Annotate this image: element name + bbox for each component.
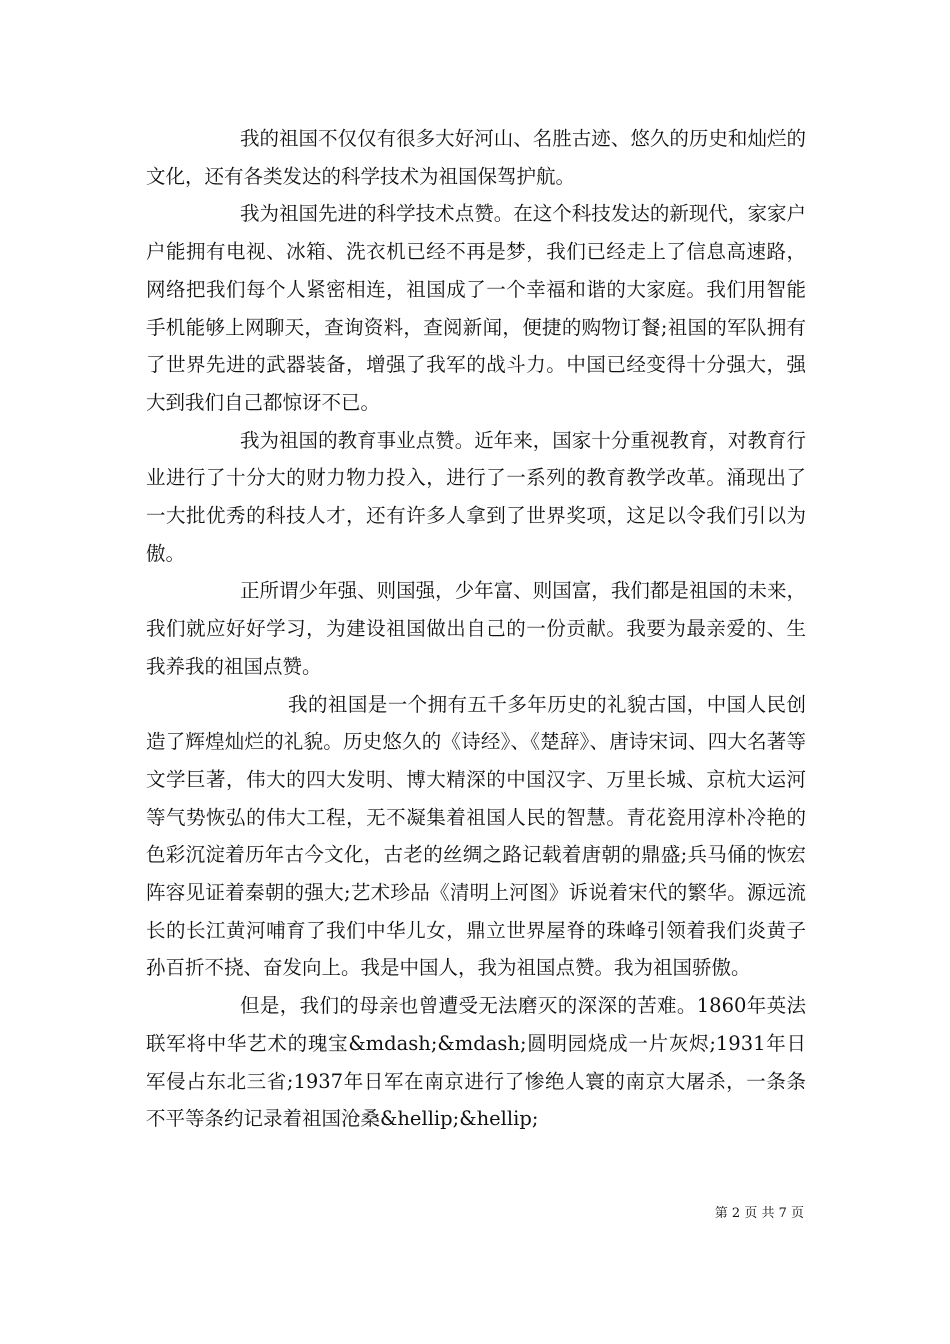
paragraph-4: 正所谓少年强、则国强，少年富、则国富，我们都是祖国的未来，我们就应好好学习，为建设祖国做出自己的一份贡献。我要为最亲爱的、生我养我的祖国点赞。 — [146, 579, 806, 678]
paragraph-3: 我为祖国的教育事业点赞。近年来，国家十分重视教育，对教育行业进行了十分大的财力物力投入，进行了一系列的教育教学改革。涌现出了一大批优秀的科技人才，还有许多人拿到了世界奖项，这足以令我们引以为傲。 — [146, 428, 806, 565]
page-footer: 第 2 页 共 7 页 — [714, 1206, 804, 1221]
paragraph-6: 但是，我们的母亲也曾遭受无法磨灭的深深的苦难。1860年英法联军将中华艺术的瑰宝&mdash;&mdash;圆明园烧成一片灰烬;1931年日军侵占东北三省;1937年日军在南京进行了惨绝人寰的南京大屠杀，一条条不平等条约记录着祖国沧桑&hellip;&hellip; — [146, 994, 806, 1131]
paragraph-1: 我的祖国不仅仅有很多大好河山、名胜古迹、悠久的历史和灿烂的文化，还有各类发达的科学技术为祖国保驾护航。 — [146, 127, 806, 188]
paragraph-2: 我为祖国先进的科学技术点赞。在这个科技发达的新现代，家家户户能拥有电视、冰箱、洗衣机已经不再是梦，我们已经走上了信息高速路，网络把我们每个人紧密相连，祖国成了一个幸福和谐的大家庭。我们用智能手机能够上网聊天，查询资料，查阅新闻，便捷的购物订餐;祖国的军队拥有了世界先进的武器装备，增强了我军的战斗力。中国已经变得十分强大，强大到我们自己都惊讶不已。 — [146, 202, 806, 414]
document-body — [146, 120, 806, 1138]
paragraph-5: 我的祖国是一个拥有五千多年历史的礼貌古国，中国人民创造了辉煌灿烂的礼貌。历史悠久的《诗经》、《楚辞》、唐诗宋词、四大名著等文学巨著，伟大的四大发明、博大精深的中国汉字、万里长城、京杭大运河等气势恢弘的伟大工程，无不凝集着祖国人民的智慧。青花瓷用淳朴冷艳的色彩沉淀着历年古今文化，古老的丝绸之路记载着唐朝的鼎盛;兵马俑的恢宏阵容见证着秦朝的强大;艺术珍品《清明上河图》诉说着宋代的繁华。源远流长的长江黄河哺育了我们中华儿女，鼎立世界屋脊的珠峰引领着我们炎黄子孙百折不挠、奋发向上。我是中国人，我为祖国点赞。我为祖国骄傲。 — [146, 692, 806, 980]
